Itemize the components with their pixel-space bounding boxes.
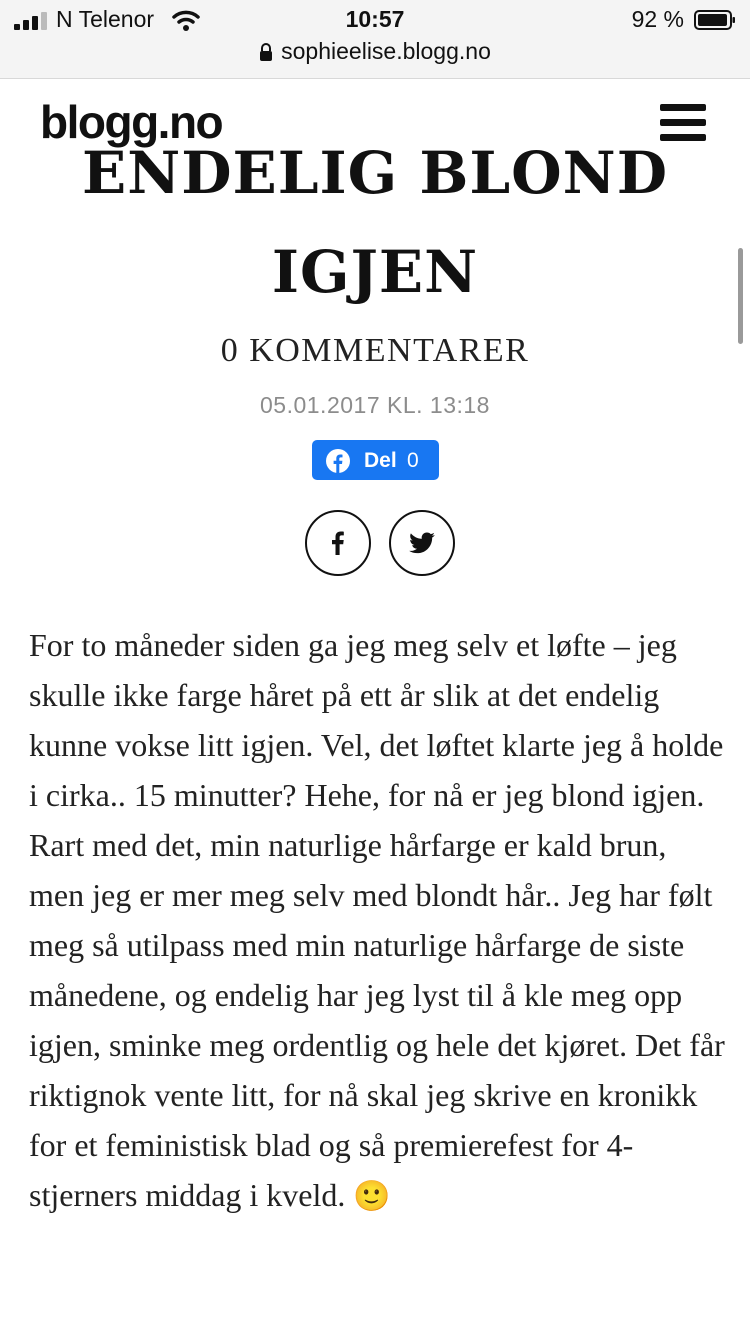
scrollbar[interactable] <box>738 248 743 344</box>
facebook-icon <box>324 529 352 557</box>
url-text: sophieelise.blogg.no <box>281 38 491 64</box>
clock: 10:57 <box>345 6 405 32</box>
post-body-text: For to måneder siden ga jeg meg selv et løfte – jeg skulle ikke farge håret på ett år slik at det endelig kunne vokse litt igjen. Vel, det løftet klarte jeg å holde i cirka.. 15 minutter? Hehe, for nå er jeg blond igjen. Rart med det, min naturlige hårfarge er kald brun, men jeg er mer meg selv med blondt hår.. Jeg har følt meg så utilpass med min naturlige hårfarge de siste månedene, og endelig har jeg lyst til å kle meg opp igjen, sminke meg ordentlig og hele det kjøret. Det får riktignok vente litt, for nå skal jeg skrive en kronikk for et feministisk blad og så premierefest for 4-stjerners middag i kveld. <box>29 627 725 1213</box>
address-bar[interactable] <box>0 38 750 65</box>
battery-percentage: 92 % <box>631 6 684 32</box>
smiley-emoji: 🙂 <box>353 1179 391 1214</box>
facebook-share-button[interactable] <box>312 440 439 480</box>
facebook-logo-icon <box>326 449 350 473</box>
site-logo[interactable]: blogg.no <box>40 96 223 148</box>
lock-icon <box>259 43 273 61</box>
share-label: Del <box>364 449 397 472</box>
comments-link[interactable]: 0 KOMMENTARER <box>220 332 530 369</box>
post-title-line-2: IGJEN <box>271 238 479 306</box>
battery-icon <box>694 10 736 30</box>
post-body <box>29 620 729 1222</box>
twitter-button[interactable] <box>389 510 455 576</box>
status-bar <box>0 0 750 79</box>
carrier-name: N Telenor <box>56 6 155 32</box>
share-count: 0 <box>407 449 419 472</box>
facebook-button[interactable] <box>305 510 371 576</box>
post-title-line-1: ENDELIG BLOND <box>81 150 668 207</box>
post-date: 05.01.2017 KL. 13:18 <box>260 392 490 418</box>
twitter-icon <box>408 529 436 557</box>
hamburger-menu-icon[interactable] <box>660 104 706 142</box>
